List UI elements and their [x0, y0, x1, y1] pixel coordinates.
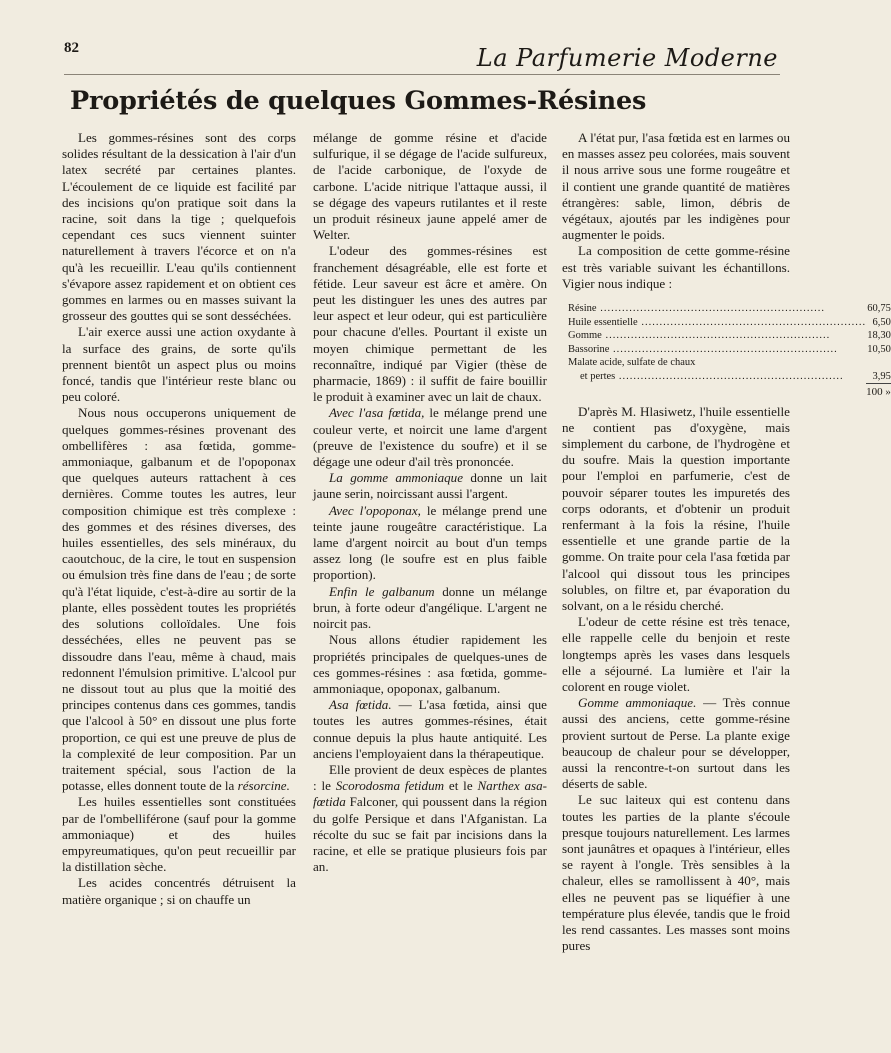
component-value: 18,30	[867, 330, 891, 342]
paragraph: L'odeur de cette résine est très tenace, elle rappelle celle du benjoin et reste longtemps après les vases dans lesquels elle a séjourné. La lumière et l'air la colorent en rouge violet.	[562, 614, 790, 694]
paragraph: Les huiles essentielles sont constituées par de l'ombelliférone (sauf pour la gomme ammoniaque) et des huiles empyreumatiques, qu'on peut recueillir par la distillation sèche.	[62, 794, 296, 875]
paragraph-text: et le	[444, 778, 478, 794]
component-label: Gomme .....	[568, 329, 866, 343]
total-row	[568, 384, 891, 400]
italic-term: Scorodosma fetidum	[335, 778, 445, 794]
text-column-2	[313, 130, 547, 875]
italic-term: Narthex asa-fœtida	[313, 778, 548, 810]
journal-title: La Parfumerie Moderne	[476, 44, 778, 72]
paragraph: La composition de cette gomme-résine est très variable suivant les échantillons. Vigier nous indique :	[562, 243, 790, 291]
composition-total: 100 »	[866, 384, 891, 400]
italic-term: Enfin le galbanum	[329, 583, 435, 599]
component-label: Huile essentielle .....	[568, 316, 866, 330]
paragraph-text: le mélange prend une couleur verte, et noircit une lame d'argent (preuve de l'existence du soufre) et il se dégage une odeur d'ail très prononcée.	[313, 405, 547, 470]
italic-term: Avec l'asa fœtida,	[329, 405, 425, 421]
table-row	[568, 343, 891, 357]
component-label: Bassorine .....	[568, 343, 866, 357]
header-divider	[64, 74, 780, 75]
section-heading: Gomme ammoniaque.	[578, 695, 697, 711]
paragraph: mélange de gomme résine et d'acide sulfurique, il se dégage de l'acide sulfureux, de l'acide carbonique, de l'oxyde de carbone. L'acide nitrique l'attaque aussi, il se dégage des vapeurs rutilantes et il reste un produit résineux jaune appelé amer de Welter.	[313, 130, 547, 243]
italic-term: Avec l'opoponax,	[329, 502, 421, 518]
paragraph-text: Nous nous occuperons uniquement de quelques gommes-résines provenant des ombellifères : asa fœtida, gomme-ammoniaque, galbanum et de l'opoponax que quelques auteurs rattachent à ces dernières. Comme toutes les autres, leur composition chimique est très complexe : des gommes et des résines diverses, des huiles essentielles, des sels minéraux, du caoutchouc, de la cire, le tout en suspension ou émulsion très fine dans de l'eau ; de sorte qu'à l'état liquide, c'est-à-dire au sortir de la plante, elles possèdent toutes les propriétés des solutions colloïdales. Une fois desséchées, elles ne peuvent pas se dissoudre dans l'eau, même à chaud, mais redonnent l'émulsion primitive. L'alcool pur ne dissout tout au plus que la moitié des principes contenus dans ces gommes, tandis que l'alcool à 50° en dissout une plus forte proportion, ce qui est une preuve de plus de la complexité de leur composition. Par un traitement spécial, sous l'action de la potasse, elles donnent toute de la	[62, 405, 296, 794]
text-column-3	[562, 130, 891, 954]
paragraph: Le suc laiteux qui est contenu dans toutes les parties de la plante s'écoule presque toujours naturellement. Les larmes sont jaunâtres et opaques à l'intérieur, elles se rayent à l'ongle. Très sensibles à la chaleur, elles se ramollissent à 40°, mais elles ne peuvent pas se liquéfier à une température plus élevée, tandis que le froid les rend cassantes. Les masses sont moins pures	[562, 792, 790, 954]
component-value	[866, 356, 891, 370]
paragraph-text: donne un mélange brun, à forte odeur d'angélique. L'argent ne noircit pas.	[313, 583, 548, 632]
table-row	[568, 316, 891, 330]
paragraph: Les gommes-résines sont des corps solides résultant de la dessication à l'air d'un latex secrété par certaines plantes. L'écoulement de ce liquide est facilité par des incisions qu'on pratique soit dans la racine, soit dans la tige ; quelquefois cependant ces sucs viennent suinter naturellement à travers l'écorce et on n'a qu'à les recueillir. L'eau qu'ils contiennent s'évapore assez rapidement et on obtient ces gommes en larmes ou en masses suivant la grosseur des gouttes qui se sont desséchées.	[62, 130, 296, 324]
table-row	[568, 356, 891, 370]
table-row	[568, 329, 891, 343]
paragraph-text: donne un lait jaune serin, noircissant aussi l'argent.	[313, 470, 547, 502]
paragraph	[313, 405, 547, 470]
component-value: 3,95	[872, 370, 891, 382]
component-label: et pertes .....	[568, 370, 866, 384]
table-row	[568, 302, 891, 316]
component-value: 6,50	[872, 316, 891, 328]
paragraph-text: Falconer, qui poussent dans la région du golfe Persique et dans l'Afganistan. La récolte du suc se fait par incisions dans la racine, et elle se pratique plusieurs fois par an.	[313, 794, 547, 875]
component-value: 60,75	[867, 303, 891, 315]
paragraph-text: Elle provient de deux espèces de plantes : le	[313, 761, 547, 794]
table-row	[568, 370, 891, 384]
section-heading: Asa fœtida.	[329, 697, 392, 713]
paragraph: Nous allons étudier rapidement les propriétés principales de quelques-unes de ces gommes-résines : asa fœtida, gomme-ammoniaque, opoponax, galbanum.	[313, 632, 547, 696]
paragraph-text: le mélange prend une teinte jaune rougeâtre caractéristique. La lame d'argent noircit au bout d'un temps assez long (le soufre est en plus faible proportion).	[313, 502, 547, 583]
paragraph: L'air exerce aussi une action oxydante à la surface des grains, de sorte qu'ils prennent bientôt un aspect plus ou moins foncé, tandis que l'intérieur reste blanc ou peu coloré.	[62, 324, 296, 405]
component-label: Malate acide, sulfate de chaux	[568, 357, 696, 369]
paragraph-text: — L'asa fœtida, ainsi que toutes les autres gommes-résines, était connue depuis la plus haute antiquité. Les anciens l'employaient dans la thérapeutique.	[313, 697, 547, 761]
article-title: Propriétés de quelques Gommes-Résines	[70, 86, 647, 116]
paragraph	[562, 695, 790, 792]
paragraph	[313, 584, 547, 633]
paragraph	[313, 503, 547, 584]
paragraph: L'odeur des gommes-résines est franchement désagréable, elle est forte et fétide. Leur saveur est âcre et amère. On peut les distinguer les unes des autres par leur aspect et leur odeur, qui est particulière pour chacune d'elles. Pourtant il existe un moyen chimique permettant de les reconnaître, indiqué par Vigier (thèse de pharmacie, 1869) : il suffit de faire bouillir le produit à examiner avec un lait de chaux.	[313, 243, 547, 405]
paragraph: Les acides concentrés détruisent la matière organique ; si on chauffe un	[62, 875, 296, 907]
paragraph	[62, 405, 296, 794]
paragraph	[313, 470, 547, 502]
paragraph: A l'état pur, l'asa fœtida est en larmes ou en masses assez peu colorées, mais souvent il nous arrive sous une forme rougeâtre et il contient une grande quantité de matières étrangères: sable, limon, débris de végétaux, ajoutés par les indigènes pour augmenter le poids.	[562, 130, 790, 243]
paragraph	[313, 697, 547, 762]
paragraph: D'après M. Hlasiwetz, l'huile essentielle ne contient pas d'oxygène, mais simplement du carbone, de l'hydrogène et du soufre. Mais la question importante pour l'emploi en parfumerie, c'est de pouvoir séparer toutes les impuretés des corps odorants, et d'obtenir un produit renfermant à la fois la résine, l'huile essentielle et une grande partie de la gomme. On traite pour cela l'asa fœtida par l'alcool qui dissout tous les principes solubles, on filtre et, par évaporation du solvant, on a le résidu cherché.	[562, 403, 790, 613]
italic-term: La gomme ammoniaque	[329, 470, 464, 486]
paragraph-text: — Très connue aussi des anciens, cette gomme-résine provient surtout de Perse. La plante exige beaucoup de chaleur pour se développer, aussi la rencontre-t-on surtout dans les déserts de sable.	[562, 695, 791, 792]
page-number: 82	[64, 40, 79, 56]
component-label: Résine .....	[568, 302, 866, 316]
composition-table	[568, 302, 891, 400]
text-column-1	[62, 130, 296, 908]
component-value: 10,50	[867, 343, 891, 355]
italic-term: résorcine.	[237, 778, 290, 794]
paragraph	[313, 762, 547, 875]
